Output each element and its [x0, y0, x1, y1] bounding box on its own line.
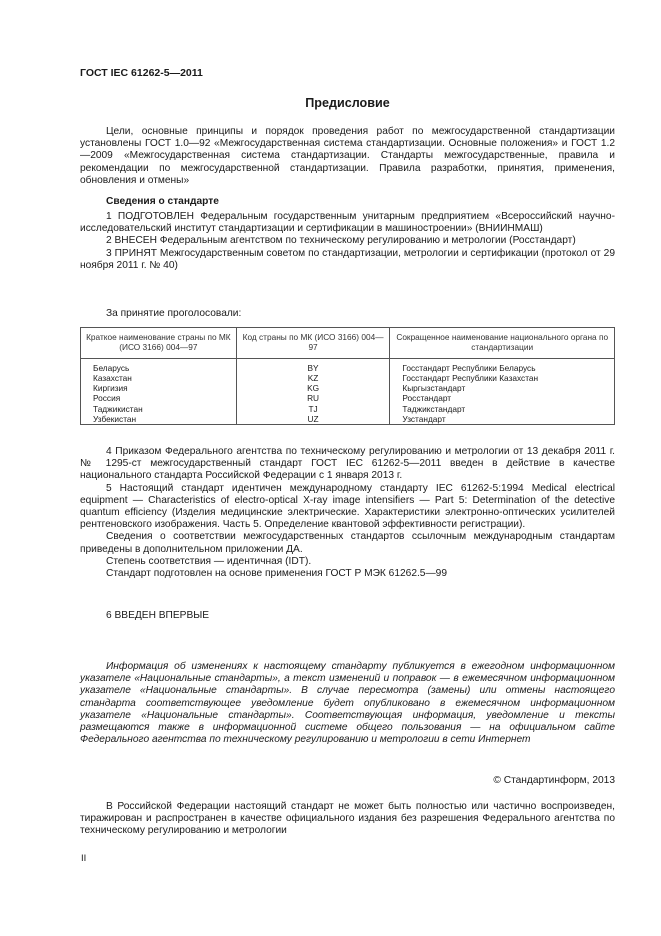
vote-table-wrapper [80, 327, 615, 425]
body-cell: Госстандарт Республики Казахстан [390, 373, 615, 383]
document-header: ГОСТ IEC 61262-5—2011 [80, 67, 203, 79]
body-cell: Госстандарт Республики Беларусь [390, 358, 615, 373]
page-title: Предисловие [305, 96, 390, 110]
code-cell: KG [236, 383, 390, 393]
legal-notice: В Российской Федерации настоящий стандарт не может быть полностью или частично воспроизведен, тиражирован и распространен в качестве официального издания без разрешения Федерального агентства по техническому регулированию и метрологии [80, 801, 615, 837]
body-cell: Таджикстандарт [390, 404, 615, 414]
vote-table [80, 327, 615, 425]
body-cell: Росстандарт [390, 393, 615, 403]
vote-label-block [80, 308, 615, 320]
country-cell: Беларусь [81, 358, 237, 373]
changes-notice-block [80, 661, 615, 746]
item-4: 4 Приказом Федерального агентства по техническому регулированию и метрологии от 13 декабря 2011 г. № 1295-ст межгосударственный стандарт ГОСТ IEC 61262-5—2011 введен в действие в качестве национального стандарта Российской Федерации с 1 января 2013 г. [80, 446, 615, 482]
code-cell: RU [236, 393, 390, 403]
table-row [81, 393, 615, 403]
item-5-references: Сведения о соответствии межгосударственных стандартов ссылочным международным стандартам приведены в дополнительном приложении ДА. [80, 531, 615, 555]
item-2: 2 ВНЕСЕН Федеральным агентством по техническому регулированию и метрологии (Росстандарт) [106, 235, 576, 247]
country-cell: Россия [81, 393, 237, 403]
intro-text: Цели, основные принципы и порядок проведения работ по межгосударственной стандартизации установлены ГОСТ 1.0—92 «Межгосударственная система стандартизации. Основные положения» и ГОСТ 1.2—2009 «Межгосударственная система стандартизации. Стандарты межгосударственные, правила и рекомендации по межгосударственной стандартизации. Правила разработки, принятия, применения, обновления и отмены» [80, 126, 615, 186]
vote-label: За принятие проголосовали: [106, 308, 242, 319]
item-5-basis: Стандарт подготовлен на основе применения ГОСТ Р МЭК 61262.5—99 [106, 568, 447, 580]
item-3: 3 ПРИНЯТ Межгосударственным советом по стандартизации, метрологии и сертификации (протокол от 29 ноября 2011 г. № 40) [80, 247, 615, 271]
item-6-block [80, 610, 615, 622]
col-header-body: Сокращенное наименование национального органа по стандартизации [390, 328, 615, 359]
code-cell: TJ [236, 404, 390, 414]
table-row [81, 373, 615, 383]
code-cell: KZ [236, 373, 390, 383]
country-cell: Таджикистан [81, 404, 237, 414]
body-cell: Кыргызстандарт [390, 383, 615, 393]
standard-info-section [80, 196, 615, 208]
item-5-degree: Степень соответствия — идентичная (IDT). [106, 555, 312, 567]
col-header-country: Краткое наименование страны по МК (ИСО 3166) 004—97 [81, 328, 237, 359]
page-number: II [81, 853, 87, 864]
table-row [81, 383, 615, 393]
table-row [81, 404, 615, 414]
legal-notice-block [80, 801, 615, 838]
changes-notice: Информация об изменениях к настоящему стандарту публикуется в ежегодном информационном указателе «Национальные стандарты», а текст изменений и поправок — в ежемесячном информационном указателе «Национальные стандарты». В случае пересмотра (замены) или отмены настоящего стандарта соответствующее уведомление будет опубликовано в ежемесячном информационном указателе «Национальные стандарты». Соответствующая информация, уведомление и тексты размещаются также в информационной системе общего пользования — на официальном сайте Федерального агентства по техническому регулированию и метрологии в сети Интернет [80, 661, 615, 746]
standard-info-items [80, 211, 615, 272]
item-6: 6 ВВЕДЕН ВПЕРВЫЕ [106, 610, 210, 621]
copyright: © Стандартинформ, 2013 [493, 775, 615, 786]
table-row [81, 358, 615, 373]
standard-info-heading: Сведения о стандарте [106, 196, 219, 207]
country-cell: Киргизия [81, 383, 237, 393]
standard-info-items-continued [80, 446, 615, 580]
country-cell: Казахстан [81, 373, 237, 383]
col-header-code: Код страны по МК (ИСО 3166) 004—97 [236, 328, 390, 359]
body-cell: Узстандарт [390, 414, 615, 425]
code-cell: BY [236, 358, 390, 373]
country-cell: Узбекистан [81, 414, 237, 425]
item-5: 5 Настоящий стандарт идентичен международному стандарту IEC 61262-5:1994 Medical electrical equipment — Characteristics of electro-optical X-ray image intensifiers — Part 5: Determination of the detective quantum efficiency (Изделия медицинские электрические. Характеристики электронно-оптических усилителей рентгеновского изображения. Часть 5. Определение квантовой эффективности регистрации). [80, 482, 615, 531]
vote-table-header-row [81, 328, 615, 359]
table-row [81, 414, 615, 425]
code-cell: UZ [236, 414, 390, 425]
intro-paragraph [80, 126, 615, 187]
item-1: 1 ПОДГОТОВЛЕН Федеральным государственным унитарным предприятием «Всероссийский научно-исследовательский институт стандартизации и сертификации в машиностроении» (ВНИИНМАШ) [80, 211, 615, 235]
